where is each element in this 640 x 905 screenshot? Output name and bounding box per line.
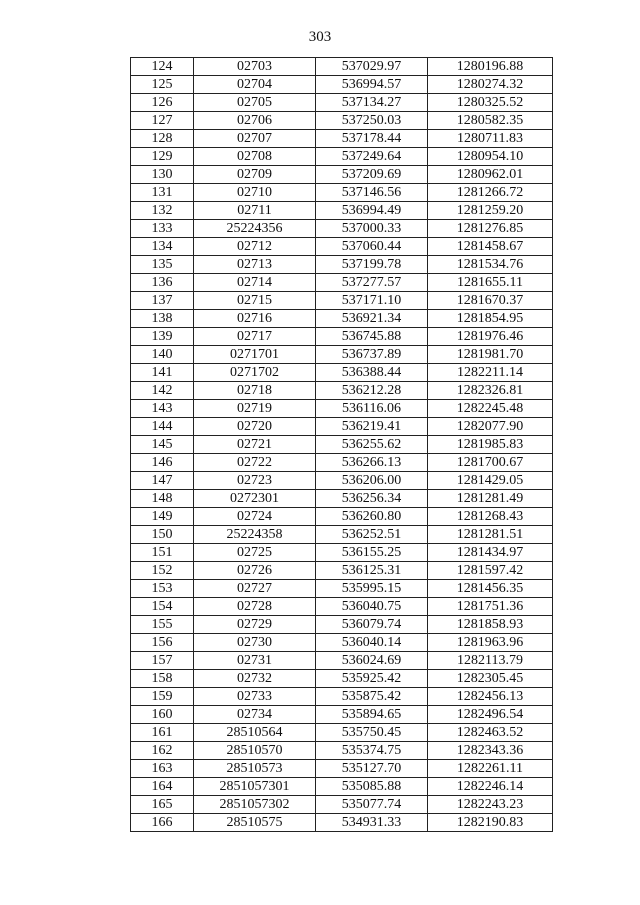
y-coordinate-cell: 1281268.43 (428, 508, 553, 526)
point-id-cell: 2851057302 (194, 796, 316, 814)
x-coordinate-cell: 537060.44 (316, 238, 428, 256)
x-coordinate-cell: 537178.44 (316, 130, 428, 148)
table-row (131, 76, 553, 94)
table-row (131, 148, 553, 166)
row-number-cell: 137 (131, 292, 194, 310)
page-number: 303 (308, 29, 332, 45)
y-coordinate-cell: 1282243.23 (428, 796, 553, 814)
y-coordinate-cell: 1281655.11 (428, 274, 553, 292)
row-number-cell: 136 (131, 274, 194, 292)
x-coordinate-cell: 535750.45 (316, 724, 428, 742)
row-number-cell: 126 (131, 94, 194, 112)
table-row (131, 616, 553, 634)
y-coordinate-cell: 1281456.35 (428, 580, 553, 598)
x-coordinate-cell: 536206.00 (316, 472, 428, 490)
x-coordinate-cell: 536266.13 (316, 454, 428, 472)
table-row (131, 490, 553, 508)
point-id-cell: 28510570 (194, 742, 316, 760)
y-coordinate-cell: 1281597.42 (428, 562, 553, 580)
y-coordinate-cell: 1282190.83 (428, 814, 553, 832)
point-id-cell: 02722 (194, 454, 316, 472)
y-coordinate-cell: 1281981.70 (428, 346, 553, 364)
point-id-cell: 0272301 (194, 490, 316, 508)
y-coordinate-cell: 1282343.36 (428, 742, 553, 760)
x-coordinate-cell: 536260.80 (316, 508, 428, 526)
point-id-cell: 02723 (194, 472, 316, 490)
y-coordinate-cell: 1280711.83 (428, 130, 553, 148)
row-number-cell: 141 (131, 364, 194, 382)
table-row (131, 58, 553, 76)
y-coordinate-cell: 1281458.67 (428, 238, 553, 256)
x-coordinate-cell: 537250.03 (316, 112, 428, 130)
y-coordinate-cell: 1282463.52 (428, 724, 553, 742)
point-id-cell: 02704 (194, 76, 316, 94)
y-coordinate-cell: 1281670.37 (428, 292, 553, 310)
row-number-cell: 142 (131, 382, 194, 400)
table-row (131, 652, 553, 670)
table-row (131, 742, 553, 760)
table-row (131, 634, 553, 652)
y-coordinate-cell: 1281858.93 (428, 616, 553, 634)
row-number-cell: 128 (131, 130, 194, 148)
row-number-cell: 165 (131, 796, 194, 814)
x-coordinate-cell: 536745.88 (316, 328, 428, 346)
y-coordinate-cell: 1282326.81 (428, 382, 553, 400)
point-id-cell: 02713 (194, 256, 316, 274)
row-number-cell: 145 (131, 436, 194, 454)
row-number-cell: 161 (131, 724, 194, 742)
x-coordinate-cell: 536252.51 (316, 526, 428, 544)
point-id-cell: 02705 (194, 94, 316, 112)
point-id-cell: 02718 (194, 382, 316, 400)
y-coordinate-cell: 1281259.20 (428, 202, 553, 220)
y-coordinate-cell: 1281854.95 (428, 310, 553, 328)
y-coordinate-cell: 1280196.88 (428, 58, 553, 76)
table-row (131, 526, 553, 544)
y-coordinate-cell: 1280325.52 (428, 94, 553, 112)
y-coordinate-cell: 1281963.96 (428, 634, 553, 652)
x-coordinate-cell: 536079.74 (316, 616, 428, 634)
x-coordinate-cell: 535127.70 (316, 760, 428, 778)
table-body (131, 58, 553, 832)
y-coordinate-cell: 1280582.35 (428, 112, 553, 130)
point-id-cell: 02733 (194, 688, 316, 706)
y-coordinate-cell: 1281534.76 (428, 256, 553, 274)
point-id-cell: 28510573 (194, 760, 316, 778)
x-coordinate-cell: 535925.42 (316, 670, 428, 688)
table-row (131, 364, 553, 382)
table-row (131, 562, 553, 580)
x-coordinate-cell: 536024.69 (316, 652, 428, 670)
table-row (131, 472, 553, 490)
point-id-cell: 02703 (194, 58, 316, 76)
table-row (131, 760, 553, 778)
row-number-cell: 124 (131, 58, 194, 76)
y-coordinate-cell: 1281700.67 (428, 454, 553, 472)
y-coordinate-cell: 1281276.85 (428, 220, 553, 238)
row-number-cell: 131 (131, 184, 194, 202)
x-coordinate-cell: 535077.74 (316, 796, 428, 814)
table-row (131, 256, 553, 274)
x-coordinate-cell: 536116.06 (316, 400, 428, 418)
x-coordinate-cell: 535374.75 (316, 742, 428, 760)
point-id-cell: 02728 (194, 598, 316, 616)
row-number-cell: 160 (131, 706, 194, 724)
x-coordinate-cell: 536994.57 (316, 76, 428, 94)
row-number-cell: 164 (131, 778, 194, 796)
y-coordinate-cell: 1282496.54 (428, 706, 553, 724)
x-coordinate-cell: 536994.49 (316, 202, 428, 220)
x-coordinate-cell: 536255.62 (316, 436, 428, 454)
point-id-cell: 2851057301 (194, 778, 316, 796)
x-coordinate-cell: 537000.33 (316, 220, 428, 238)
table-row (131, 166, 553, 184)
x-coordinate-cell: 537249.64 (316, 148, 428, 166)
x-coordinate-cell: 535085.88 (316, 778, 428, 796)
row-number-cell: 132 (131, 202, 194, 220)
row-number-cell: 162 (131, 742, 194, 760)
row-number-cell: 135 (131, 256, 194, 274)
point-id-cell: 02729 (194, 616, 316, 634)
y-coordinate-cell: 1282245.48 (428, 400, 553, 418)
table-row (131, 706, 553, 724)
point-id-cell: 28510564 (194, 724, 316, 742)
x-coordinate-cell: 536040.75 (316, 598, 428, 616)
table-row (131, 130, 553, 148)
table-row (131, 202, 553, 220)
table-row (131, 778, 553, 796)
x-coordinate-cell: 535995.15 (316, 580, 428, 598)
table-row (131, 292, 553, 310)
row-number-cell: 143 (131, 400, 194, 418)
y-coordinate-cell: 1280274.32 (428, 76, 553, 94)
point-id-cell: 02707 (194, 130, 316, 148)
point-id-cell: 02732 (194, 670, 316, 688)
row-number-cell: 149 (131, 508, 194, 526)
row-number-cell: 157 (131, 652, 194, 670)
table-row (131, 112, 553, 130)
row-number-cell: 148 (131, 490, 194, 508)
row-number-cell: 166 (131, 814, 194, 832)
table-row (131, 346, 553, 364)
table-row (131, 508, 553, 526)
table-row (131, 220, 553, 238)
point-id-cell: 25224358 (194, 526, 316, 544)
x-coordinate-cell: 536737.89 (316, 346, 428, 364)
point-id-cell: 02730 (194, 634, 316, 652)
y-coordinate-cell: 1280954.10 (428, 148, 553, 166)
x-coordinate-cell: 537134.27 (316, 94, 428, 112)
row-number-cell: 155 (131, 616, 194, 634)
point-id-cell: 25224356 (194, 220, 316, 238)
row-number-cell: 140 (131, 346, 194, 364)
table-row (131, 310, 553, 328)
x-coordinate-cell: 537277.57 (316, 274, 428, 292)
point-id-cell: 02734 (194, 706, 316, 724)
table-row (131, 544, 553, 562)
y-coordinate-cell: 1282211.14 (428, 364, 553, 382)
point-id-cell: 02721 (194, 436, 316, 454)
y-coordinate-cell: 1282261.11 (428, 760, 553, 778)
point-id-cell: 02716 (194, 310, 316, 328)
x-coordinate-cell: 535894.65 (316, 706, 428, 724)
point-id-cell: 02727 (194, 580, 316, 598)
point-id-cell: 02715 (194, 292, 316, 310)
row-number-cell: 147 (131, 472, 194, 490)
x-coordinate-cell: 536256.34 (316, 490, 428, 508)
point-id-cell: 02726 (194, 562, 316, 580)
row-number-cell: 151 (131, 544, 194, 562)
point-id-cell: 02717 (194, 328, 316, 346)
point-id-cell: 02731 (194, 652, 316, 670)
y-coordinate-cell: 1281266.72 (428, 184, 553, 202)
row-number-cell: 163 (131, 760, 194, 778)
table-row (131, 418, 553, 436)
x-coordinate-cell: 535875.42 (316, 688, 428, 706)
y-coordinate-cell: 1282305.45 (428, 670, 553, 688)
table-row (131, 796, 553, 814)
x-coordinate-cell: 536388.44 (316, 364, 428, 382)
row-number-cell: 138 (131, 310, 194, 328)
point-id-cell: 02725 (194, 544, 316, 562)
row-number-cell: 125 (131, 76, 194, 94)
row-number-cell: 154 (131, 598, 194, 616)
x-coordinate-cell: 537029.97 (316, 58, 428, 76)
row-number-cell: 130 (131, 166, 194, 184)
row-number-cell: 134 (131, 238, 194, 256)
table-row (131, 94, 553, 112)
y-coordinate-cell: 1280962.01 (428, 166, 553, 184)
table-row (131, 724, 553, 742)
x-coordinate-cell: 537171.10 (316, 292, 428, 310)
row-number-cell: 133 (131, 220, 194, 238)
table-row (131, 454, 553, 472)
point-id-cell: 02712 (194, 238, 316, 256)
table-row (131, 814, 553, 832)
row-number-cell: 152 (131, 562, 194, 580)
row-number-cell: 139 (131, 328, 194, 346)
y-coordinate-cell: 1282456.13 (428, 688, 553, 706)
point-id-cell: 0271701 (194, 346, 316, 364)
table-row (131, 436, 553, 454)
x-coordinate-cell: 536219.41 (316, 418, 428, 436)
row-number-cell: 129 (131, 148, 194, 166)
x-coordinate-cell: 536155.25 (316, 544, 428, 562)
y-coordinate-cell: 1281281.51 (428, 526, 553, 544)
row-number-cell: 146 (131, 454, 194, 472)
table-row (131, 238, 553, 256)
row-number-cell: 156 (131, 634, 194, 652)
x-coordinate-cell: 536040.14 (316, 634, 428, 652)
point-id-cell: 02719 (194, 400, 316, 418)
point-id-cell: 02714 (194, 274, 316, 292)
row-number-cell: 127 (131, 112, 194, 130)
y-coordinate-cell: 1281429.05 (428, 472, 553, 490)
point-id-cell: 02724 (194, 508, 316, 526)
x-coordinate-cell: 536212.28 (316, 382, 428, 400)
point-id-cell: 02706 (194, 112, 316, 130)
point-id-cell: 0271702 (194, 364, 316, 382)
y-coordinate-cell: 1281751.36 (428, 598, 553, 616)
point-id-cell: 28510575 (194, 814, 316, 832)
point-id-cell: 02708 (194, 148, 316, 166)
point-id-cell: 02720 (194, 418, 316, 436)
table-row (131, 328, 553, 346)
table-row (131, 400, 553, 418)
x-coordinate-cell: 537209.69 (316, 166, 428, 184)
y-coordinate-cell: 1281985.83 (428, 436, 553, 454)
y-coordinate-cell: 1281281.49 (428, 490, 553, 508)
x-coordinate-cell: 536921.34 (316, 310, 428, 328)
coordinates-table (130, 57, 553, 832)
row-number-cell: 158 (131, 670, 194, 688)
row-number-cell: 159 (131, 688, 194, 706)
row-number-cell: 153 (131, 580, 194, 598)
table-row (131, 670, 553, 688)
y-coordinate-cell: 1282077.90 (428, 418, 553, 436)
y-coordinate-cell: 1282113.79 (428, 652, 553, 670)
row-number-cell: 150 (131, 526, 194, 544)
x-coordinate-cell: 534931.33 (316, 814, 428, 832)
table-row (131, 688, 553, 706)
x-coordinate-cell: 536125.31 (316, 562, 428, 580)
table-row (131, 580, 553, 598)
table-row (131, 382, 553, 400)
x-coordinate-cell: 537199.78 (316, 256, 428, 274)
point-id-cell: 02709 (194, 166, 316, 184)
table-row (131, 184, 553, 202)
y-coordinate-cell: 1282246.14 (428, 778, 553, 796)
table-row (131, 274, 553, 292)
table-row (131, 598, 553, 616)
y-coordinate-cell: 1281434.97 (428, 544, 553, 562)
x-coordinate-cell: 537146.56 (316, 184, 428, 202)
point-id-cell: 02711 (194, 202, 316, 220)
row-number-cell: 144 (131, 418, 194, 436)
point-id-cell: 02710 (194, 184, 316, 202)
y-coordinate-cell: 1281976.46 (428, 328, 553, 346)
